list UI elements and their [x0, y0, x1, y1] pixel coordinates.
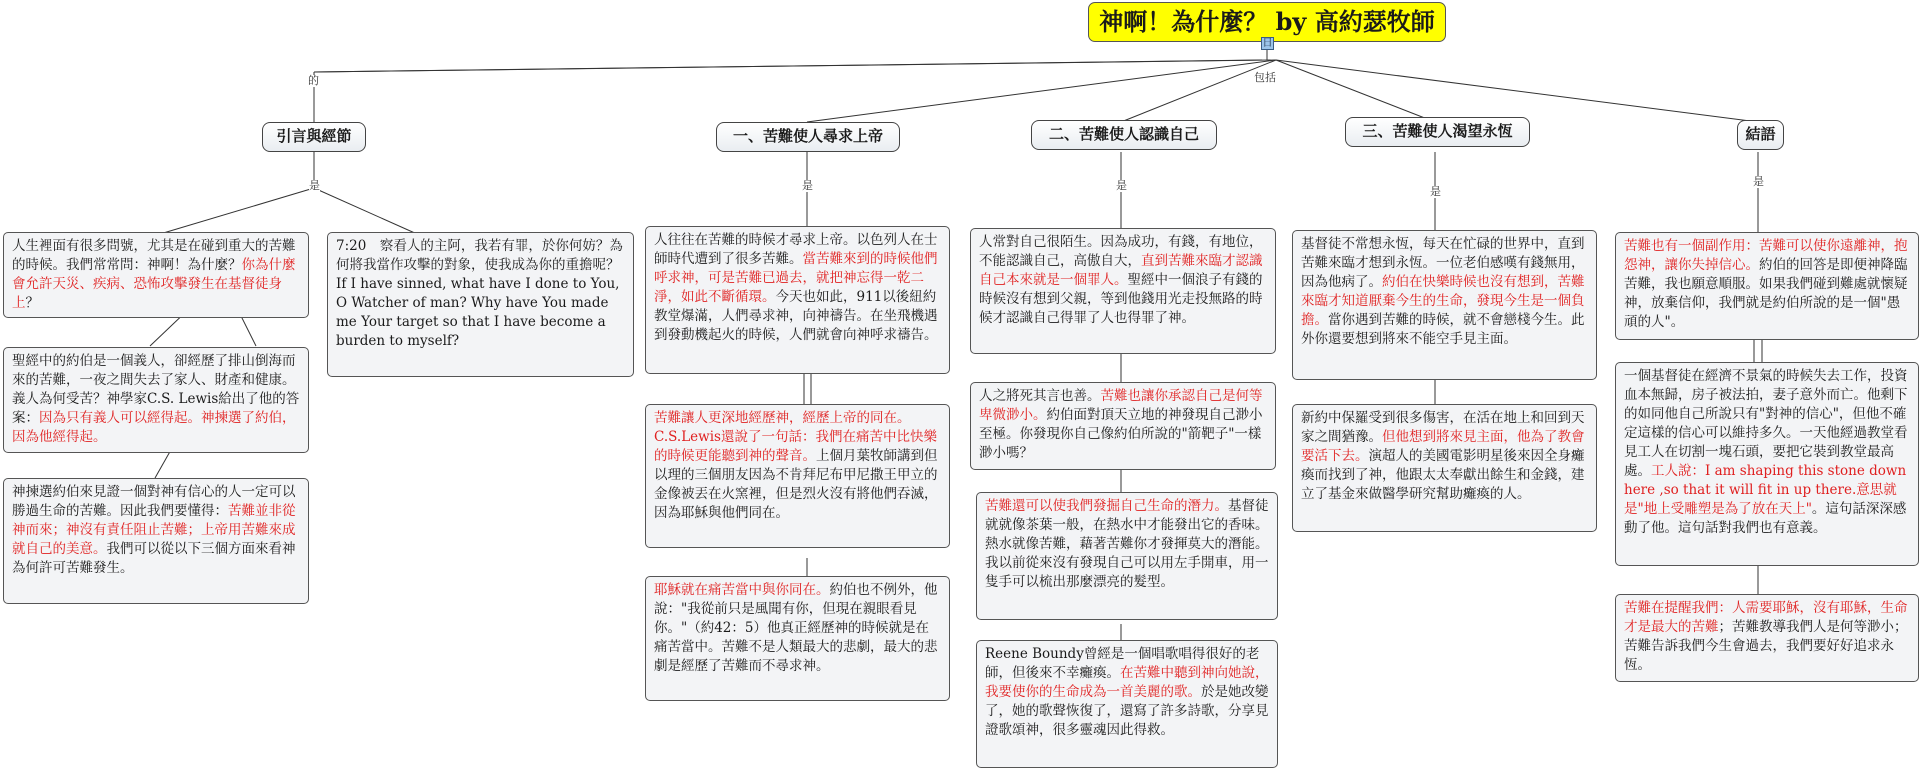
relation-label-is: 是: [802, 179, 813, 192]
relation-label-is: 是: [309, 179, 320, 192]
note-question-why[interactable]: 人生裡面有很多問號，尤其是在碰到重大的苦難的時候。我們常常問：神啊！為什麼？你為什麼會允許天災、疾病、恐怖攻擊發生在基督徒身上？: [3, 232, 309, 318]
note-reene-boundy[interactable]: Reene Boundy曾經是一個唱歌唱得很好的老師，但後來不幸癱瘓。在苦難中聽到神向她說，我要使你的生命成為一首美麗的歌。於是她改變了，她的歌聲恢復了，還寫了許多詩歌，分享見證歌頌神，很多靈魂因此得救。: [976, 640, 1278, 768]
note-stranger-to-self[interactable]: 人常對自己很陌生。因為成功，有錢，有地位，不能認識自己，高傲自大，直到苦難來臨才認識自己本來就是一個罪人。聖經中一個浪子有錢的時候沒有想到父親，等到他錢用光走投無路的時候才認識自己得罪了人也得罪了神。: [970, 228, 1276, 354]
note-side-effect[interactable]: 苦難也有一個副作用：苦難可以使你遠離神，抱怨神，讓你失掉信心。約伯的回答是即便神降臨苦難，我也願意順服。如果我們碰到難處就懷疑神，放棄信仰，我們就是約伯所說的是一個"愚頑的人"。: [1615, 232, 1919, 340]
note-experience-god[interactable]: 苦難讓人更深地經歷神，經歷上帝的同在。C.S.Lewis還說了一句話：我們在痛苦中比快樂的時候更能聽到神的聲音。上個月葉牧師講到但以理的三個朋友因為不肯拜尼布甲尼撒王甲立的金像被丟在火窯裡，但是烈火沒有將他們吞滅，因為耶穌與他們同在。: [645, 404, 950, 548]
relation-label-is: 是: [1116, 179, 1127, 192]
note-job-righteous[interactable]: 聖經中的約伯是一個義人，卻經歷了排山倒海而來的苦難，一夜之間失去了家人、財產和健康。義人為何受苦？神學家C.S. Lewis給出了他的答案：因為只有義人可以經得起。神揀選了約伯，因為他經得起。: [3, 347, 309, 453]
relation-label-includes: 包括: [1254, 71, 1276, 84]
note-hidden-potential[interactable]: 苦難還可以使我們發掘自己生命的潛力。基督徒就就像茶葉一般，在熱水中才能發出它的香味。熱水就像苦難，藉著苦難你才發揮莫大的潛能。我以前從來沒有發現自己可以用左手開車，用一隻手可以梳出那麼漂亮的髮型。: [976, 492, 1278, 620]
note-three-aspects[interactable]: 神揀選約伯來見證一個對神有信心的人一定可以勝過生命的苦難。因此我們要懂得：苦難並非從神而來；神沒有責任阻止苦難；上帝用苦難來成就自己的美意。我們可以從以下三個方面來看神為何許可苦難發生。: [3, 478, 309, 604]
branch-long-eternity[interactable]: 三、苦難使人渴望永恆: [1345, 117, 1530, 147]
branch-conclusion[interactable]: 結語: [1737, 120, 1784, 150]
note-jesus-with-you[interactable]: 耶穌就在痛苦當中與你同在。約伯也不例外，他說："我從前只是風聞有你，但現在親眼看見你。"（約42：5）他真正經歷神的時候就是在痛苦當中。苦難不是人類最大的悲劇，最大的悲劇是經歷了苦難而不尋求神。: [645, 576, 950, 701]
branch-know-self[interactable]: 二、苦難使人認識自己: [1031, 120, 1217, 150]
note-shaping-stone[interactable]: 一個基督徒在經濟不景氣的時候失去工作，投資血本無歸，房子被法拍，妻子意外而亡。他剩下的如同他自己所說只有"對神的信心"，但他不確定這樣的信心可以維持多久。一天他經過教堂看見工人在切割一塊石頭，要把它裝到教堂最高處。工人說：I am shaping this stone down here ,so that it will fit in up there.意思就是"地上受雕塑是為了放在天上"。這句話深深感動了他。這句話對我們也有意義。: [1615, 362, 1919, 566]
note-humble-small[interactable]: 人之將死其言也善。苦難也讓你承認自己是何等卑微渺小。約伯面對頂天立地的神發現自己渺小至極。你發現你自己像約伯所說的"箭靶子"一樣渺小嗎？: [970, 382, 1276, 470]
central-topic[interactable]: 神啊！為什麼？ by 高約瑟牧師: [1088, 2, 1446, 42]
note-job-7-20[interactable]: 7:20 察看人的主阿，我若有罪，於你何妨？為何將我當作攻擊的對象，使我成為你的重擔呢？ If I have sinned, what have I done to You, O Watcher of man? Why have You made me Your target so that I have become a burden to myself?: [327, 232, 634, 377]
branch-intro[interactable]: 引言與經節: [262, 122, 366, 152]
relation-label-of: 的: [308, 74, 319, 87]
note-think-eternity[interactable]: 基督徒不常想永恆，每天在忙碌的世界中，直到苦難來臨才想到永恆。一位老伯感嘆有錢無用，因為他病了。約伯在快樂時候也沒有想到，苦難來臨才知道厭棄今生的生命，發現今生是一個負擔。當你遇到苦難的時候，就不會戀棧今生。此外你還要想到將來不能空手見主面。: [1292, 230, 1597, 380]
collapse-toggle-icon[interactable]: 日: [1262, 38, 1273, 49]
relation-label-is: 是: [1430, 185, 1441, 198]
branch-seek-god[interactable]: 一、苦難使人尋求上帝: [716, 122, 900, 152]
relation-label-is: 是: [1753, 175, 1764, 188]
note-need-jesus[interactable]: 苦難在提醒我們：人需要耶穌，沒有耶穌，生命才是最大的苦難；苦難教導我們人是何等渺小；苦難告訴我們今生會過去，我們要好好追求永恆。: [1615, 594, 1919, 682]
note-seek-in-suffering[interactable]: 人往往在苦難的時候才尋求上帝。以色列人在士師時代遭到了很多苦難。當苦難來到的時候他們呼求神，可是苦難已過去，就把神忘得一乾二淨，如此不斷循環。今天也如此，911以後紐約教堂爆滿，人們尋求神，向神禱告。在坐飛機遇到發動機起火的時候，人們就會向神呼求禱告。: [645, 226, 950, 374]
note-paul-and-superman[interactable]: 新約中保羅受到很多傷害，在活在地上和回到天家之間猶豫。但他想到將來見主面，他為了教會要活下去。演超人的美國電影明星後來因全身癱瘓而找到了神，他跟太太奉獻出餘生和金錢，建立了基金來做醫學研究幫助癱瘓的人。: [1292, 404, 1597, 532]
